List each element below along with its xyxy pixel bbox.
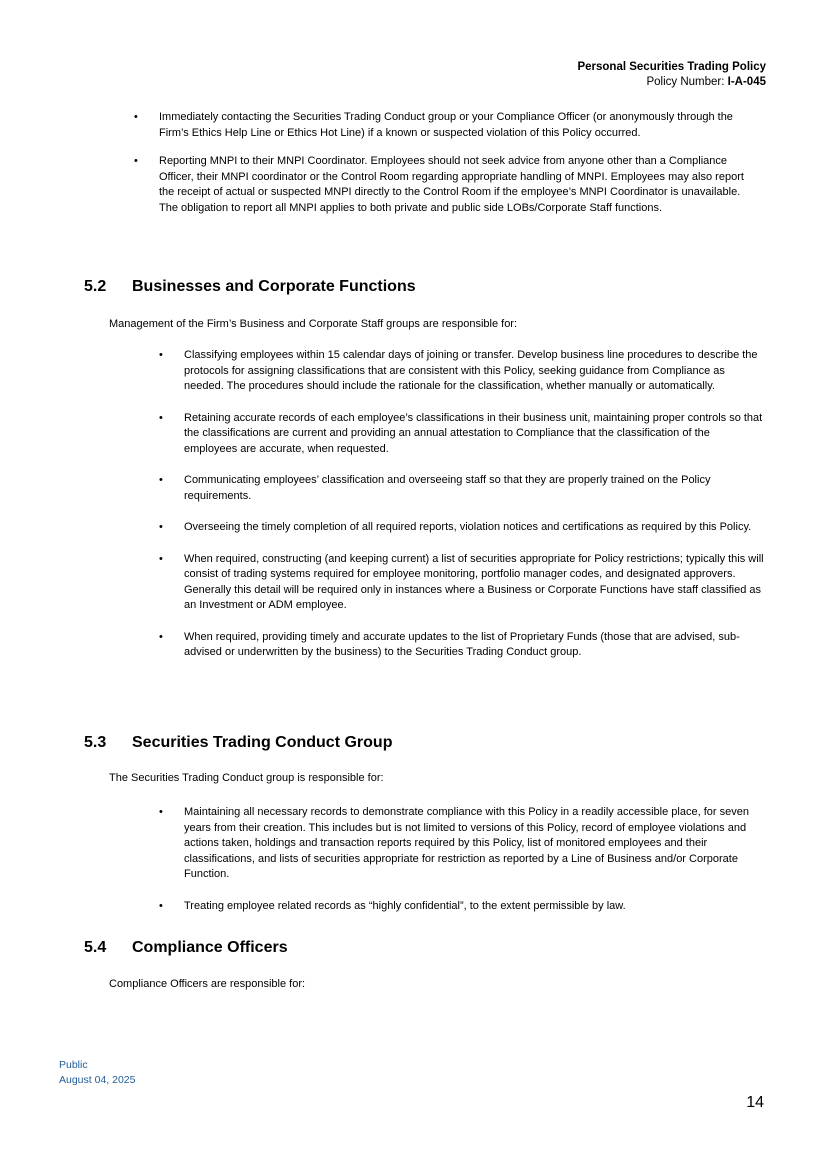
section-number: 5.4 — [84, 939, 107, 956]
list-item: • Immediately contacting the Securities Trading Conduct group or your Compliance Officer (or anonymously through the Firm’s Ethics Help Line or Ethics Hot Line) if a known or suspected violation of this Policy occurred. — [159, 110, 759, 141]
section-5-3-heading — [84, 733, 392, 753]
page-number: 14 — [746, 1094, 764, 1111]
document-title: Personal Securities Trading Policy — [577, 61, 766, 73]
list-item: • Overseeing the timely completion of all required reports, violation notices and certifications as required by this Policy. — [184, 520, 766, 536]
section-title: Securities Trading Conduct Group — [132, 734, 393, 751]
list-item: • Retaining accurate records of each employee’s classifications in their business unit, maintaining proper controls so that the classifications are current and providing an annual attestation to Compliance that the classification of the employees are accurate, when requested. — [184, 411, 766, 458]
section-5-2-heading — [84, 277, 416, 297]
section-number: 5.2 — [84, 278, 107, 295]
section-5-3-bullet-list — [184, 805, 766, 914]
list-item: • Maintaining all necessary records to demonstrate compliance with this Policy in a readily accessible place, for seven years from their creation. This includes but is not limited to versions of this Policy, record of employee violations and actions taken, holdings and transaction reports required by this Policy, list of monitored employees and their classifications, and lists of securities appropriate for restriction as reported by a Line of Business and/or Corporate Function. — [184, 805, 766, 883]
classification-label: Public — [59, 1059, 88, 1071]
list-item: • When required, constructing (and keeping current) a list of securities appropriate for Policy restrictions; typically this will consist of trading systems required for employee monitoring, portfolio manager codes, and designated approvers. Generally this detail will be required only in instances where a Business or Corporate Functions have staff classified as an Investment or ADM employee. — [184, 552, 766, 614]
section-5-4-heading — [84, 938, 288, 958]
section-number: 5.3 — [84, 734, 107, 751]
section-5-1-bullet-list — [159, 110, 759, 216]
list-item: • Communicating employees’ classification and overseeing staff so that they are properly trained on the Policy requirements. — [184, 473, 766, 504]
section-5-2-intro: Management of the Firm’s Business and Corporate Staff groups are responsible for: — [109, 318, 518, 330]
list-item: • Treating employee related records as “highly confidential”, to the extent permissible by law. — [184, 899, 766, 915]
footer-date: August 04, 2025 — [59, 1074, 136, 1086]
list-item: • Reporting MNPI to their MNPI Coordinator. Employees should not seek advice from anyone other than a Compliance Officer, their MNPI coordinator or the Control Room regarding appropriate handling of MNPI. Employees may also report the receipt of actual or suspected MNPI directly to the Control Room if the employee’s MNPI Coordinator is unavailable. The obligation to report all MNPI applies to both private and public side LOBs/Corporate Staff functions. — [159, 154, 759, 216]
page-footer — [59, 1058, 135, 1088]
policy-number-label: Policy Number: — [646, 76, 725, 88]
policy-number-line — [577, 75, 766, 90]
section-5-4-intro: Compliance Officers are responsible for: — [109, 978, 306, 990]
page-header — [577, 60, 766, 90]
policy-number: I-A-045 — [727, 76, 766, 88]
section-5-2-bullet-list — [184, 348, 766, 661]
section-5-3-intro: The Securities Trading Conduct group is responsible for: — [109, 772, 384, 784]
section-title: Compliance Officers — [132, 939, 288, 956]
list-item: • Classifying employees within 15 calendar days of joining or transfer. Develop business line procedures to describe the protocols for assigning classifications that are consistent with this Policy, seeking guidance from Compliance as needed. The procedures should include the rationale for the classification, whether manually or automatically. — [184, 348, 766, 395]
section-title: Businesses and Corporate Functions — [132, 278, 416, 295]
list-item: • When required, providing timely and accurate updates to the list of Proprietary Funds (those that are advised, sub-advised or underwritten by the business) to the Securities Trading Conduct group. — [184, 630, 766, 661]
